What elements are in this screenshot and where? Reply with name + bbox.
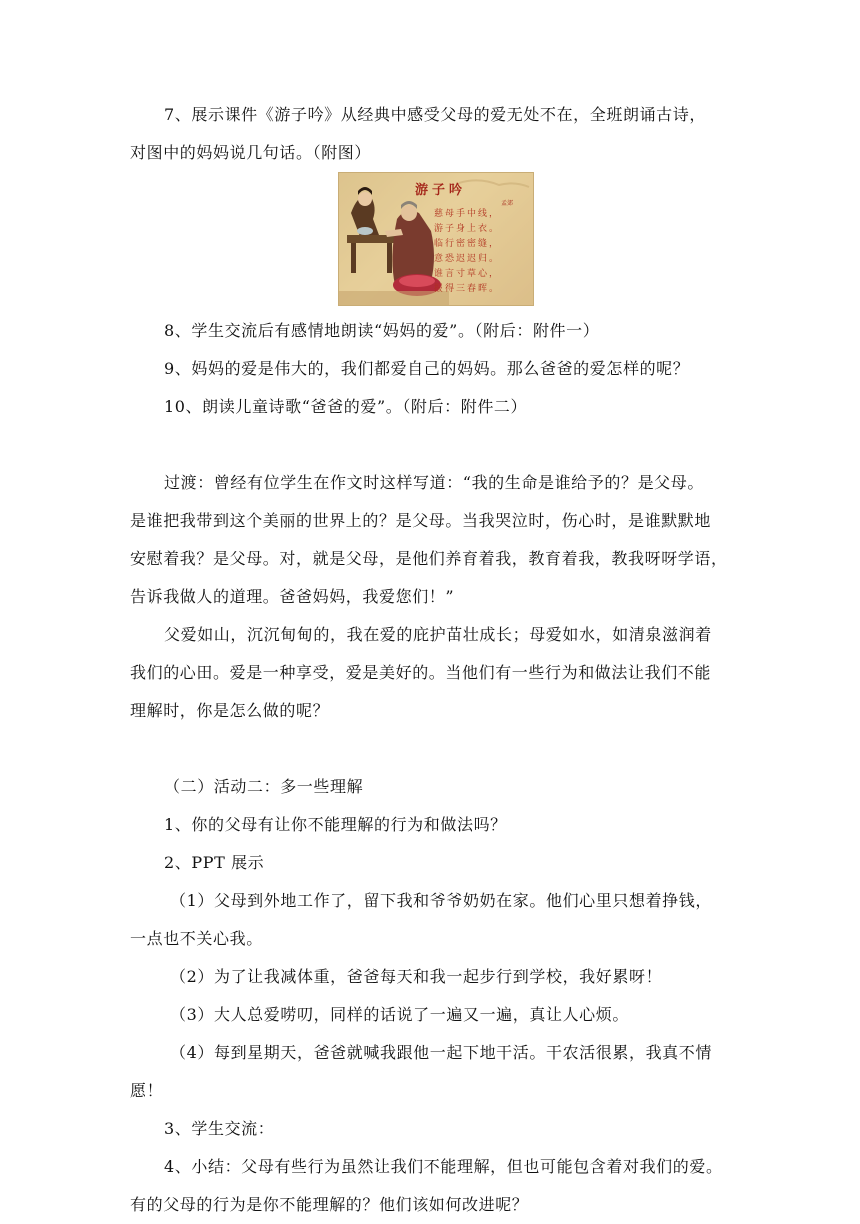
activity-item-2: 2、PPT 展示 xyxy=(164,853,265,872)
poem-line: 谁言寸草心， xyxy=(434,269,501,279)
document-body xyxy=(130,96,742,1224)
scenario-item-4-cont: 愿！ xyxy=(130,1081,164,1100)
scenario-item-3: （3）大人总爱唠叨，同样的话说了一遍又一遍，真让人心烦。 xyxy=(170,1005,629,1024)
love-paragraph-cont: 我们的心田。爱是一种享受，爱是美好的。当他们有一些行为和做法让我们不能 xyxy=(130,663,712,682)
love-paragraph: 父爱如山，沉沉甸甸的，我在爱的庇护苗壮成长；母爱如水，如清泉滋润着 xyxy=(164,625,712,644)
youziyin-poem-image xyxy=(338,172,534,306)
paragraph-item-7: 7、展示课件《游子吟》从经典中感受父母的爱无处不在，全班朗诵古诗， xyxy=(164,105,706,124)
paragraph-item-10: 10、朗读儿童诗歌“爸爸的爱”。（附后：附件二） xyxy=(164,397,528,416)
activity-item-1: 1、你的父母有让你不能理解的行为和做法吗？ xyxy=(164,815,507,834)
poem-title: 游子吟 xyxy=(415,183,467,198)
scenario-item-1: （1）父母到外地工作了，留下我和爷爷奶奶在家。他们心里只想着挣钱， xyxy=(170,891,712,910)
poem-line: 意恐迟迟归。 xyxy=(434,254,501,264)
activity-item-3: 3、学生交流： xyxy=(164,1119,275,1138)
transition-paragraph-cont: 是谁把我带到这个美丽的世界上的？是父母。当我哭泣时，伤心时，是谁默默地 xyxy=(130,511,712,530)
poem-figure-wrapper xyxy=(130,172,742,306)
scenario-item-2: （2）为了让我减体重，爸爸每天和我一起步行到学校，我好累呀！ xyxy=(170,967,663,986)
spacer xyxy=(130,730,742,768)
poem-line: 慈母手中线， xyxy=(434,209,501,219)
poem-line: 报得三春晖。 xyxy=(434,284,501,294)
paragraph-item-8: 8、学生交流后有感情地朗读“妈妈的爱”。（附后：附件一） xyxy=(164,321,600,340)
poem-text xyxy=(434,207,500,297)
activity-item-4: 4、小结：父母有些行为虽然让我们不能理解，但也可能包含着对我们的爱。 xyxy=(164,1157,723,1176)
scenario-item-1-cont: 一点也不关心我。 xyxy=(130,929,263,948)
scenario-item-4: （4）每到星期天，爸爸就喊我跟他一起下地干活。干农活很累，我真不情 xyxy=(170,1043,712,1062)
paragraph-item-7-cont: 对图中的妈妈说几句话。（附图） xyxy=(130,143,372,162)
spacer xyxy=(130,426,742,464)
transition-paragraph: 过渡：曾经有位学生在作文时这样写道：“我的生命是谁给予的？是父母。 xyxy=(164,473,704,492)
poem-line: 游子身上衣。 xyxy=(434,224,501,234)
transition-paragraph-cont: 告诉我做人的道理。爸爸妈妈，我爱您们！” xyxy=(130,587,455,606)
poem-line: 临行密密缝， xyxy=(434,239,501,249)
activity-item-4-cont: 有的父母的行为是你不能理解的？他们该如何改进呢？ xyxy=(130,1195,529,1214)
love-paragraph-cont: 理解时，你是怎么做的呢？ xyxy=(130,701,330,720)
activity-two-heading: （二）活动二：多一些理解 xyxy=(164,777,364,796)
paragraph-item-9: 9、妈妈的爱是伟大的，我们都爱自己的妈妈。那么爸爸的爱怎样的呢？ xyxy=(164,359,690,378)
transition-paragraph-cont: 安慰着我？是父母。对，就是父母，是他们养育着我，教育着我，教我呀呀学语， xyxy=(130,549,728,568)
poem-author: 孟郊 xyxy=(500,200,513,207)
